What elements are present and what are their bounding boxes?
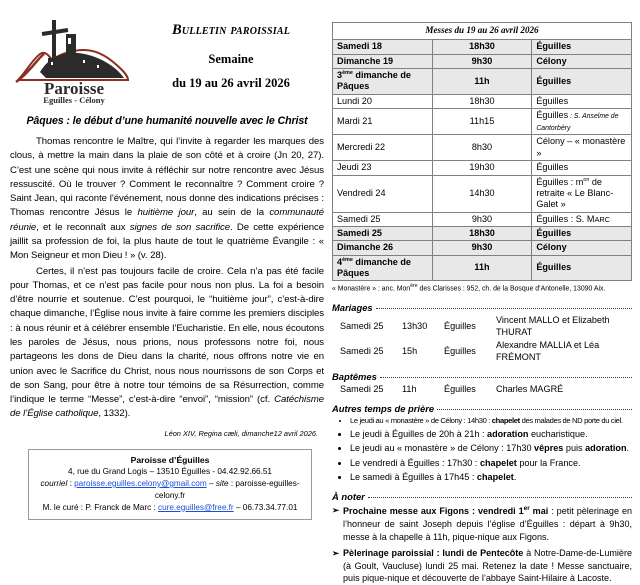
mass-row-day: Samedi 25 xyxy=(333,226,433,240)
week-dates: du 19 au 26 avril 2026 xyxy=(172,76,290,90)
mass-row-place: Éguilles : $m^{on}$ de retraite « Le Blanc-Galet » xyxy=(532,175,632,212)
footnote-sup: ère xyxy=(410,283,418,290)
anoter-item: ➢ Prochaine messe aux Figons : vendredi 1er mai : petit pèlerinage en l’honneur de saint Joseph depuis l’église d’Éguilles : départ à 9h30, messe à la chapelle à 11h, pique-nique aux Figons. xyxy=(332,505,633,542)
anoter-list xyxy=(332,504,632,585)
mass-table-body xyxy=(333,23,632,281)
mariage-row xyxy=(332,314,632,339)
baptemes-table xyxy=(332,383,632,396)
p1-part-b: , au sein de la xyxy=(194,207,270,219)
contact-email-value[interactable]: paroisse.eguilles.celony@gmail.com xyxy=(74,478,207,488)
p1-italic-1: huitième jour xyxy=(137,207,195,219)
mass-row-subtitle: 4ème dimanche de Pâques xyxy=(333,255,433,281)
mass-row-time: 18h30 xyxy=(432,226,532,240)
priere-item: • Le jeudi au « monastère » de Célony : 14h30 : chapelet des malades de ND porte du ciel. xyxy=(350,416,632,427)
footnote-pre: « Monastère » : anc. Mon xyxy=(332,285,411,293)
mass-row-place: Célony – « monastère » xyxy=(532,135,632,161)
baptemes-title: Baptêmes xyxy=(332,370,377,382)
event-place: Éguilles xyxy=(444,320,476,331)
baptemes-rule xyxy=(380,377,632,378)
mass-row-time: 14h30 xyxy=(432,175,532,212)
right-column xyxy=(332,0,640,584)
mass-row-place: Éguilles xyxy=(532,40,632,54)
anoter-title: À noter xyxy=(332,491,365,503)
event-time: 11h xyxy=(402,383,417,394)
p1-part-c: , et le reconnaît aux xyxy=(36,221,130,233)
mass-table-title: Messes du 19 au 26 avril 2026 xyxy=(333,23,632,40)
mass-row xyxy=(333,175,632,212)
prieres-rule xyxy=(437,409,632,410)
mass-row-place: Éguilles xyxy=(532,161,632,175)
article-paragraph-2 xyxy=(10,265,324,422)
event-names: Charles MAGRÉ xyxy=(496,383,564,394)
mass-row-day: Dimanche 19 xyxy=(333,54,433,68)
event-place: Éguilles xyxy=(444,383,476,394)
contact-cure-line xyxy=(33,502,307,514)
prieres-title: Autres temps de prière xyxy=(332,402,435,414)
mass-row xyxy=(333,135,632,161)
contact-site-value[interactable]: paroisse-eguilles-celony.fr xyxy=(154,478,300,500)
mass-row xyxy=(333,212,632,226)
mass-row-time: 11h xyxy=(432,69,532,95)
article-heading: Pâques : le début d’une humanité nouvelle avec le Christ xyxy=(26,115,308,127)
event-names: Vincent MALLO et Elizabeth THURAT xyxy=(496,314,610,337)
anoter-heading xyxy=(332,491,632,502)
mass-row-day: Dimanche 26 xyxy=(333,241,433,255)
mass-row-place: Célony xyxy=(532,241,632,255)
priere-item: • Le jeudi au « monastère » de Célony : 17h30 vêpres puis adoration. xyxy=(350,442,632,455)
arrow-icon: ➢ xyxy=(332,505,340,516)
mass-row-time: 8h30 xyxy=(432,135,532,161)
mass-row-subtitle: 3ème dimanche de Pâques xyxy=(333,69,433,95)
mass-row-place: Éguilles xyxy=(532,69,632,95)
mass-row-time: 11h15 xyxy=(432,109,532,135)
contact-cure-label: M. le curé : P. Franck de Marc : xyxy=(42,502,156,512)
priere-item: • Le jeudi à Éguilles de 20h à 21h : adoration eucharistique. xyxy=(350,428,632,441)
baptemes-body xyxy=(332,383,632,396)
mass-row-place: Éguilles xyxy=(532,255,632,281)
mass-row-day: Vendredi 24 xyxy=(333,175,433,212)
mass-row-day: Samedi 18 xyxy=(333,40,433,54)
contact-email-line: courriel : paroisse.eguilles.celony@gmail.com – site : paroisse-eguilles-celony.fr xyxy=(40,478,300,500)
mass-row-time: 9h30 xyxy=(432,212,532,226)
p2-part-b: , 1332). xyxy=(98,408,131,420)
mariages-table xyxy=(332,314,632,364)
mass-row-day: Mardi 21 xyxy=(333,109,433,135)
prieres-heading xyxy=(332,403,632,414)
p1-italic-3: signes de son sacrifice xyxy=(129,221,230,233)
left-column xyxy=(0,0,332,512)
contact-email-label: courriel xyxy=(40,478,68,488)
contact-parish-name: Paroisse d’Éguilles xyxy=(130,454,210,465)
mass-row-place: Célony xyxy=(532,54,632,68)
mass-row xyxy=(333,161,632,175)
bulletin-title: Bulletin paroissial xyxy=(171,22,291,38)
mass-table-header-row xyxy=(333,23,632,40)
mariages-heading xyxy=(332,302,632,313)
mariage-row xyxy=(332,339,632,364)
mass-row xyxy=(333,40,632,54)
mass-row xyxy=(333,69,632,95)
parish-logo xyxy=(10,10,138,106)
mass-row xyxy=(333,54,632,68)
contact-cure-phone: 06.73.34.77.01 xyxy=(242,502,298,512)
monastere-footnote xyxy=(332,283,632,294)
baptemes-heading xyxy=(332,371,632,382)
article-paragraph-1 xyxy=(10,135,324,264)
mass-row-day: Lundi 20 xyxy=(333,94,433,108)
mass-row-time: 11h xyxy=(432,255,532,281)
priere-item: • Le samedi à Éguilles à 17h45 : chapelet. xyxy=(350,471,632,484)
contact-address: 4, rue du Grand Logis – 13510 Éguilles - 04.42.92.66.51 xyxy=(68,467,272,477)
bapteme-row xyxy=(332,383,632,396)
mass-row-day: Jeudi 23 xyxy=(333,161,433,175)
prieres-list xyxy=(332,416,632,484)
logo-line2-text: Eguilles - Célony xyxy=(43,95,105,105)
p2-part-a: Certes, il n’est pas toujours facile de croire. Cela n’a pas été facile pour Thomas, et ce n’est pas facile pour nous non plus. La foi a besoin d’être nourrie et soutenue. C’est pourquoi, le “huitième jour”, c’est-à-dire chaque dimanche, l’Église nous invite à faire comme les premiers disciples : à nous réunir et à célébrer ensemble l’Eucharistie. En elle, nous écoutons les paroles de Jésus, nous prions, nous professons notre foi, nous partageons les dons de Dieu dans la charité, nous offrons notre vie en union avec le Sacrifice du Christ, nous nous nourrissons de son Corps et de son Sang, pour être à notre tour témoins de sa Résurrection, comme l’indique le terme “Messe”, c’est-à-dire “envoi”, “mission” (cf. xyxy=(10,265,324,406)
mass-row xyxy=(333,94,632,108)
mariages-rule xyxy=(376,308,632,309)
mass-row-place: Éguilles xyxy=(532,94,632,108)
paroisse-logo-icon xyxy=(10,10,138,106)
event-day: Samedi 25 xyxy=(340,345,384,356)
mariages-body xyxy=(332,314,632,364)
event-names: Alexandre MALLIA et Léa FRÉMONT xyxy=(496,339,600,362)
priere-item: • Le vendredi à Éguilles : 17h30 : chapelet pour la France. xyxy=(350,457,632,470)
p1-part-a: Thomas rencontre le Maître, qui l’invite à regarder les marques des clous, à mettre la main dans la plaie de son côté et à croire (Jn 20, 27). C’est une scène qui nous invite à réfléchir sur notre rencontre avec Jésus ressuscité. Où le trouver ? Comment le reconnaître ? Comment croire ? Saint Jean, qui raconte l’événement, nous donne des indications précises : Thomas rencontre Jésus le xyxy=(10,136,324,219)
contact-cure-separator: – xyxy=(235,502,241,512)
contact-separator: – xyxy=(208,478,214,488)
event-time: 15h xyxy=(402,345,418,356)
mass-row xyxy=(333,109,632,135)
p2-italic-1: Catéchisme de l’Église catholique xyxy=(10,394,324,420)
contact-cure-email[interactable]: cure.eguilles@free.fr xyxy=(158,502,234,512)
mass-row-time: 19h30 xyxy=(432,161,532,175)
attribution-date: , dimanche12 avril 2026. xyxy=(237,428,318,438)
mass-row xyxy=(333,255,632,281)
event-day: Samedi 25 xyxy=(340,383,384,394)
masthead xyxy=(10,10,324,106)
mass-row-day: Samedi 25 xyxy=(333,212,433,226)
mass-row-time: 9h30 xyxy=(432,241,532,255)
mass-row-place: Éguilles : S. MARC xyxy=(532,212,632,226)
footnote-post: des Clarisses : 952, ch. de la Bosque d’Antonelle, 13090 Aix. xyxy=(417,285,606,293)
article-body xyxy=(10,135,324,422)
contact-site-label: site xyxy=(215,478,229,488)
mass-row-place: Éguilles : S. Anselme de Cantorbéry xyxy=(532,109,632,135)
mass-schedule-table xyxy=(332,22,632,281)
attribution-source: Regina cæli xyxy=(198,428,238,438)
event-day: Samedi 25 xyxy=(340,320,384,331)
article-attribution xyxy=(10,429,324,438)
logo-line1-text: Paroisse xyxy=(43,79,105,98)
semaine-label: Semaine xyxy=(208,52,254,66)
event-time: 13h30 xyxy=(402,320,428,331)
p1-italic-2: communauté réunie xyxy=(10,207,325,233)
anoter-rule xyxy=(368,497,632,498)
mass-row xyxy=(333,226,632,240)
mass-row-day: Mercredi 22 xyxy=(333,135,433,161)
mass-row-time: 9h30 xyxy=(432,54,532,68)
mass-row xyxy=(333,241,632,255)
title-block xyxy=(138,10,324,91)
p1-part-d: . De cette expérience jaillit sa profession de foi, la plus haute de tout le quatrième Évangile : « Mon Seigneur et mon Dieu ! » (v. 28). xyxy=(10,221,325,262)
mass-row-time: 18h30 xyxy=(432,40,532,54)
anoter-item: ➢ Pèlerinage paroissial : lundi de Pentecôte à Notre-Dame-de-Lumière (à Goult, Vaucluse) lundi 25 mai. Retenez la date ! Messe sanctuaire, puis pique-nique et découverte de l’abbaye Saint-Hilaire à Lacoste. xyxy=(332,547,632,584)
event-place: Éguilles xyxy=(444,345,476,356)
attribution-author: Léon XIV, xyxy=(164,428,199,438)
mass-row-time: 18h30 xyxy=(432,94,532,108)
contact-box xyxy=(28,449,312,520)
mariages-title: Mariages xyxy=(332,301,373,313)
arrow-icon: ➢ xyxy=(332,547,340,558)
mass-row-place: Éguilles xyxy=(532,226,632,240)
